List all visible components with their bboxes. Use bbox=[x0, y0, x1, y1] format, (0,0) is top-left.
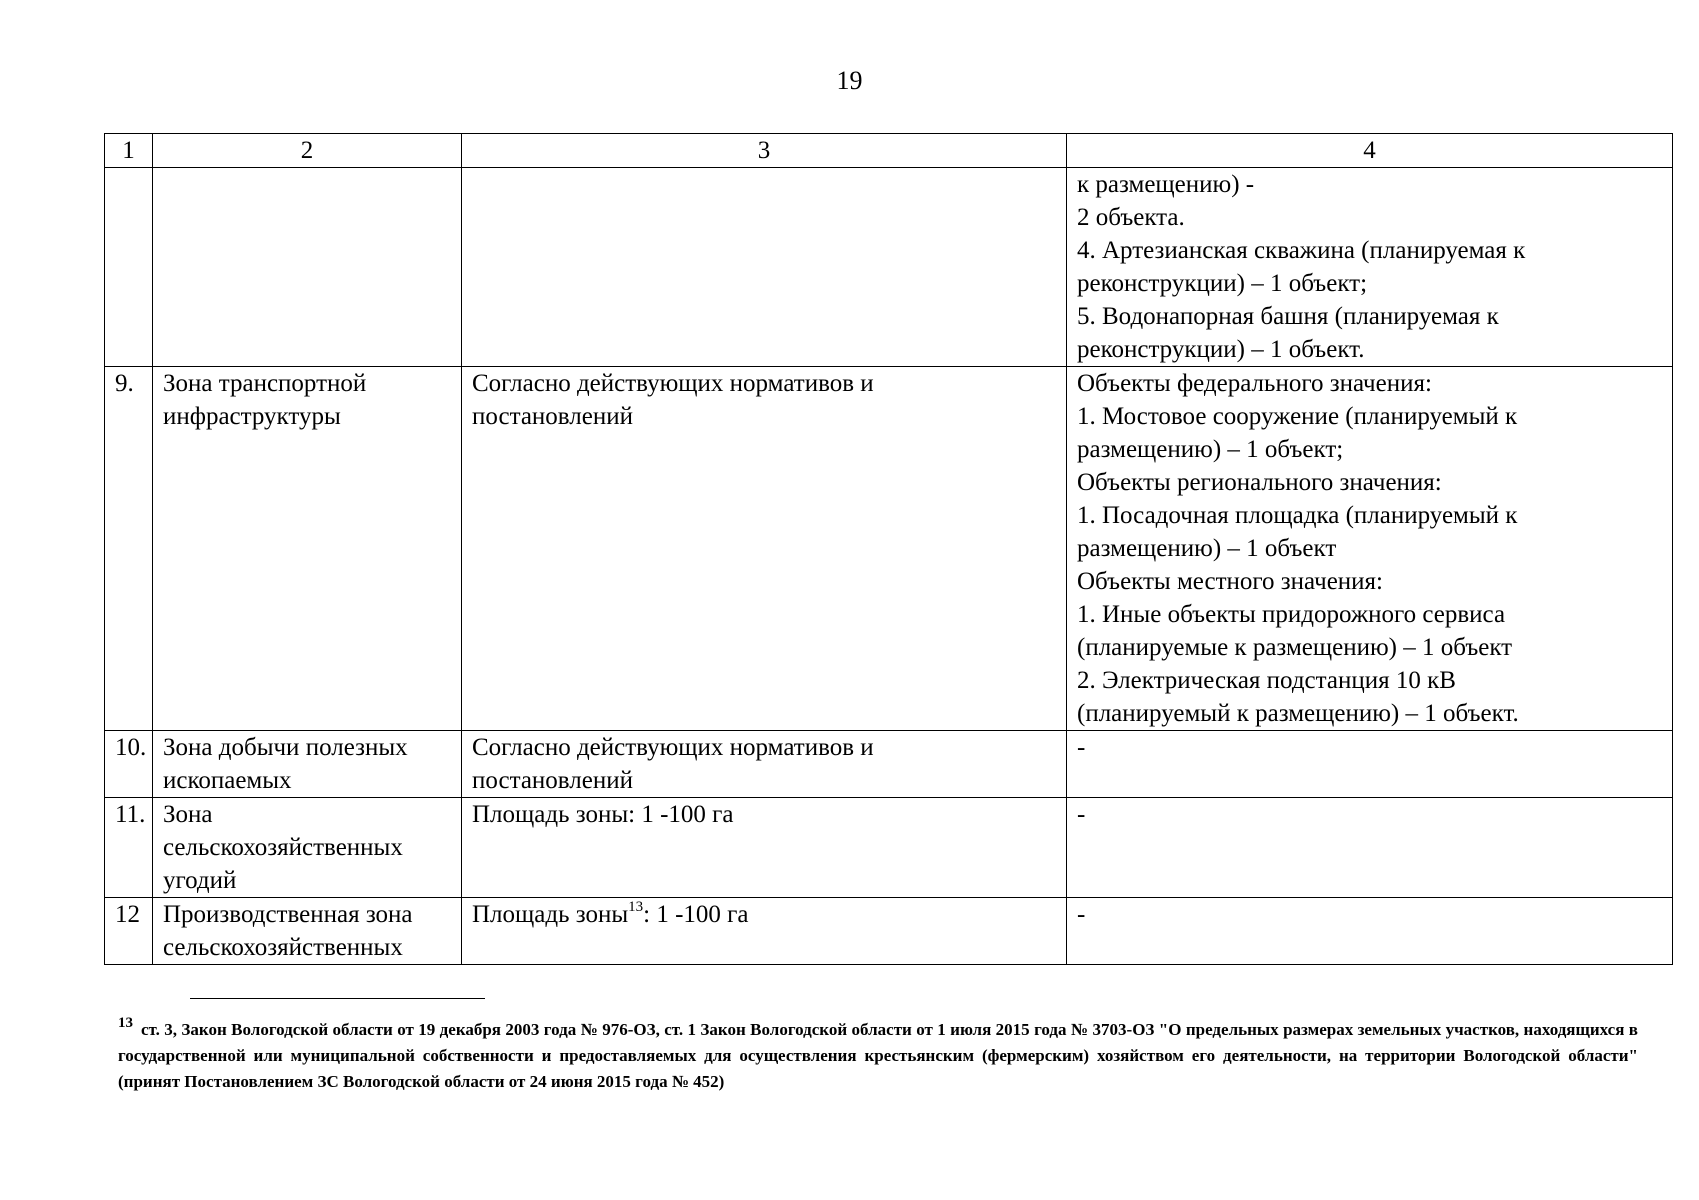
objects-line: 5. Водонапорная башня (планируемая к bbox=[1077, 303, 1499, 330]
objects-line: - bbox=[1077, 734, 1086, 761]
row-number: 11. bbox=[105, 798, 153, 898]
objects-line: размещению) – 1 объект bbox=[1077, 535, 1337, 562]
objects-line: 4. Артезианская скважина (планируемая к bbox=[1077, 237, 1526, 264]
params-line bbox=[472, 898, 1060, 931]
table-row bbox=[105, 898, 1673, 965]
objects-line: - bbox=[1077, 901, 1086, 928]
zone-name-line: Зона bbox=[163, 801, 213, 828]
objects-line: 2. Электрическая подстанция 10 кВ bbox=[1077, 667, 1456, 694]
params-line: постановлений bbox=[472, 767, 633, 794]
page-number: 19 bbox=[836, 66, 863, 95]
row-number: 12 bbox=[105, 898, 153, 965]
table-row bbox=[105, 798, 1673, 898]
zone-name-line: инфраструктуры bbox=[163, 403, 341, 430]
zone-name-line: сельскохозяйственных bbox=[163, 934, 403, 961]
params-line: Согласно действующих нормативов и bbox=[472, 734, 874, 761]
footnote-reference[interactable]: 13 bbox=[628, 899, 644, 915]
params-text: : 1 -100 га bbox=[643, 901, 749, 928]
row-number: 10. bbox=[105, 731, 153, 798]
params-line: постановлений bbox=[472, 403, 633, 430]
zone-objects-cell bbox=[1067, 798, 1673, 898]
zone-name-cell bbox=[153, 898, 462, 965]
params-line: Площадь зоны: 1 -100 га bbox=[472, 801, 734, 828]
zone-name-cell bbox=[153, 367, 462, 731]
zone-name-line: сельскохозяйственных bbox=[163, 834, 403, 861]
row-number bbox=[105, 168, 153, 367]
zone-name-line: ископаемых bbox=[163, 767, 292, 794]
footnote-separator bbox=[190, 998, 485, 999]
zone-objects-cell bbox=[1067, 168, 1673, 367]
objects-line: 1. Иные объекты придорожного сервиса bbox=[1077, 601, 1506, 628]
objects-line: реконструкции) – 1 объект; bbox=[1077, 270, 1368, 297]
zone-name-cell bbox=[153, 798, 462, 898]
zone-params-cell bbox=[462, 798, 1067, 898]
zone-params-cell bbox=[462, 168, 1067, 367]
footnote bbox=[118, 1010, 1638, 1095]
objects-line: 1. Мостовое сооружение (планируемый к bbox=[1077, 403, 1518, 430]
footnote-text: ст. 3, Закон Вологодской области от 19 декабря 2003 года № 976-ОЗ, ст. 1 Закон Вологодской области от 1 июля 2015 года № 3703-ОЗ "О предельных размерах земельных участков, находящихся в государственной или муниципальной собственности и предоставляемых для осуществления крестьянским (фермерским) хозяйством его деятельности, на территории Вологодской области" (принят Постановлением ЗС Вологодской области от 24 июня 2015 года № 452) bbox=[118, 1020, 1638, 1091]
zone-name-line: Производственная зона bbox=[163, 901, 413, 928]
row-number: 9. bbox=[105, 367, 153, 731]
objects-line: - bbox=[1077, 801, 1086, 828]
column-header-2: 2 bbox=[153, 134, 462, 168]
table-row bbox=[105, 168, 1673, 367]
zone-params-cell bbox=[462, 898, 1067, 965]
objects-line: Объекты регионального значения: bbox=[1077, 469, 1442, 496]
table-row bbox=[105, 731, 1673, 798]
table-header-row bbox=[105, 134, 1673, 168]
zone-name-line: Зона транспортной bbox=[163, 370, 367, 397]
objects-line: реконструкции) – 1 объект. bbox=[1077, 336, 1365, 363]
zone-name-line: Зона добычи полезных bbox=[163, 734, 408, 761]
column-header-4: 4 bbox=[1067, 134, 1673, 168]
zone-params-cell bbox=[462, 367, 1067, 731]
params-text: Площадь зоны bbox=[472, 901, 629, 928]
objects-line: (планируемый к размещению) – 1 объект. bbox=[1077, 700, 1519, 727]
params-line: Согласно действующих нормативов и bbox=[472, 370, 874, 397]
objects-line: размещению) – 1 объект; bbox=[1077, 436, 1344, 463]
objects-line: (планируемые к размещению) – 1 объект bbox=[1077, 634, 1513, 661]
zone-name-line: угодий bbox=[163, 867, 237, 894]
footnote-mark: 13 bbox=[118, 1015, 133, 1031]
zone-objects-cell bbox=[1067, 731, 1673, 798]
zone-name-cell bbox=[153, 168, 462, 367]
objects-line: к размещению) - bbox=[1077, 171, 1255, 198]
zone-objects-cell bbox=[1067, 898, 1673, 965]
zone-params-cell bbox=[462, 731, 1067, 798]
table-row bbox=[105, 367, 1673, 731]
column-header-3: 3 bbox=[462, 134, 1067, 168]
objects-line: Объекты местного значения: bbox=[1077, 568, 1384, 595]
zones-table bbox=[104, 133, 1673, 965]
objects-line: 2 объекта. bbox=[1077, 204, 1185, 231]
objects-line: 1. Посадочная площадка (планируемый к bbox=[1077, 502, 1518, 529]
zone-objects-cell bbox=[1067, 367, 1673, 731]
objects-line: Объекты федерального значения: bbox=[1077, 370, 1432, 397]
column-header-1: 1 bbox=[105, 134, 153, 168]
zone-name-cell bbox=[153, 731, 462, 798]
